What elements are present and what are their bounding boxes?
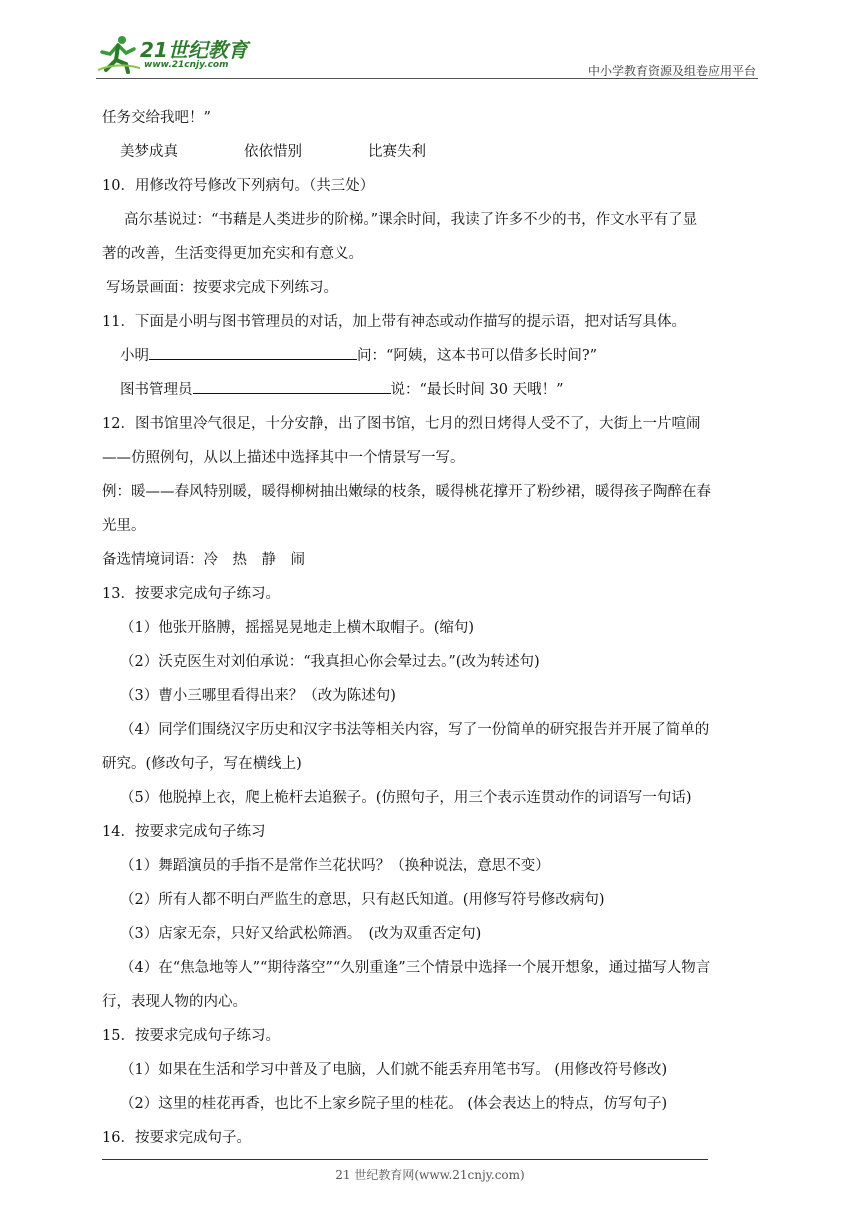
question-16: 16．按要求完成句子。 [102, 1130, 251, 1146]
logo-url: www.21cnjy.com [144, 60, 229, 70]
site-name: 中小学教育资源及组卷应用平台 [587, 64, 756, 78]
sub-question: （1）舞蹈演员的手指不是常作兰花状吗？（换种说法，意思不变） [120, 858, 550, 874]
speaker-label: 小明 [120, 348, 149, 364]
sub-question: （4）同学们围绕汉字历史和汉字书法等相关内容，写了一份简单的研究报告并开展了简单的 [120, 722, 710, 738]
sub-question: （3）店家无奈，只好又给武松筛酒。 (改为双重否定句) [120, 926, 482, 942]
dialog-text: 说：“最长时间 30 天哦！” [390, 382, 564, 398]
text-line: 任务交给我吧！” [102, 110, 211, 126]
speaker-label: 图书管理员 [120, 382, 193, 398]
text-line: 研究。(修改句子，写在横线上) [102, 756, 302, 772]
option-list [120, 140, 492, 161]
answer-blank[interactable] [149, 345, 357, 360]
question-15: 15．按要求完成句子练习。 [102, 1028, 280, 1044]
sub-question: （1）如果在生活和学习中普及了电脑，人们就不能丢弃用笔书写。 (用修改符号修改) [120, 1062, 668, 1078]
sub-question: （2）沃克医生对刘伯承说：“我真担心你会晕过去。”(改为转述句) [120, 654, 540, 670]
sub-question: （5）他脱掉上衣，爬上桅杆去追猴子。(仿照句子，用三个表示连贯动作的词语写一句话) [120, 790, 692, 806]
sub-question: （4）在“焦急地等人”“期待落空”“久别重逢”三个情景中选择一个展开想象，通过描写人物言 [120, 960, 711, 976]
section-heading: 写场景画面：按要求完成下列练习。 [106, 280, 338, 296]
runner-logo-icon [96, 34, 140, 74]
site-logo[interactable] [96, 34, 266, 78]
logo-text: 21世纪教育 [140, 38, 248, 62]
text-line: 高尔基说过：“书藉是人类进步的阶梯。”课余时间，我读了许多不少的书，作文水平有了显 [124, 212, 698, 228]
header-divider [96, 78, 758, 79]
footer-divider [102, 1159, 708, 1160]
dialog-line [120, 344, 597, 365]
example-line: 例：暖——春风特别暖，暖得柳树抽出嫩绿的枝条，暖得桃花撑开了粉纱裙，暖得孩子陶醉在春 [102, 484, 711, 500]
text-line: 光里。 [102, 518, 146, 534]
text-line: ——仿照例句，从以上描述中选择其中一个情景写一写。 [102, 450, 465, 466]
question-11: 11．下面是小明与图书管理员的对话，加上带有神态或动作描写的提示语，把对话写具体。 [102, 314, 686, 330]
question-12: 12．图书馆里冷气很足，十分安静，出了图书馆，七月的烈日烤得人受不了，大街上一片喧闹 [102, 416, 701, 432]
question-13: 13．按要求完成句子练习。 [102, 586, 280, 602]
question-14: 14．按要求完成句子练习 [102, 824, 266, 840]
option-item: 美梦成真 [120, 144, 178, 160]
text-line: 著的改善，生活变得更加充实和有意义。 [102, 246, 363, 262]
option-item: 比赛失利 [368, 144, 426, 160]
sub-question: （2）这里的桂花再香，也比不上家乡院子里的桂花。 (体会表达上的特点，仿写句子) [120, 1096, 668, 1112]
sub-question: （1）他张开胳膊，摇摇晃晃地走上横木取帽子。(缩句) [120, 620, 475, 636]
answer-blank[interactable] [193, 379, 391, 394]
text-line: 行，表现人物的内心。 [102, 994, 247, 1010]
sub-question: （3）曹小三哪里看得出来？（改为陈述句) [120, 688, 396, 704]
word-options: 备选情境词语：冷 热 静 闹 [102, 552, 305, 568]
question-10: 10．用修改符号修改下列病句。（共三处） [102, 178, 375, 194]
dialog-line [120, 378, 564, 399]
page-header [0, 0, 860, 80]
option-item: 依依惜别 [244, 144, 302, 160]
sub-question: （2）所有人都不明白严监生的意思，只有赵氏知道。(用修写符号修改病句) [120, 892, 605, 908]
dialog-text: 问：“阿姨，这本书可以借多长时间?” [357, 348, 598, 364]
footer-text[interactable]: 21 世纪教育网(www.21cnjy.com) [335, 1168, 525, 1182]
